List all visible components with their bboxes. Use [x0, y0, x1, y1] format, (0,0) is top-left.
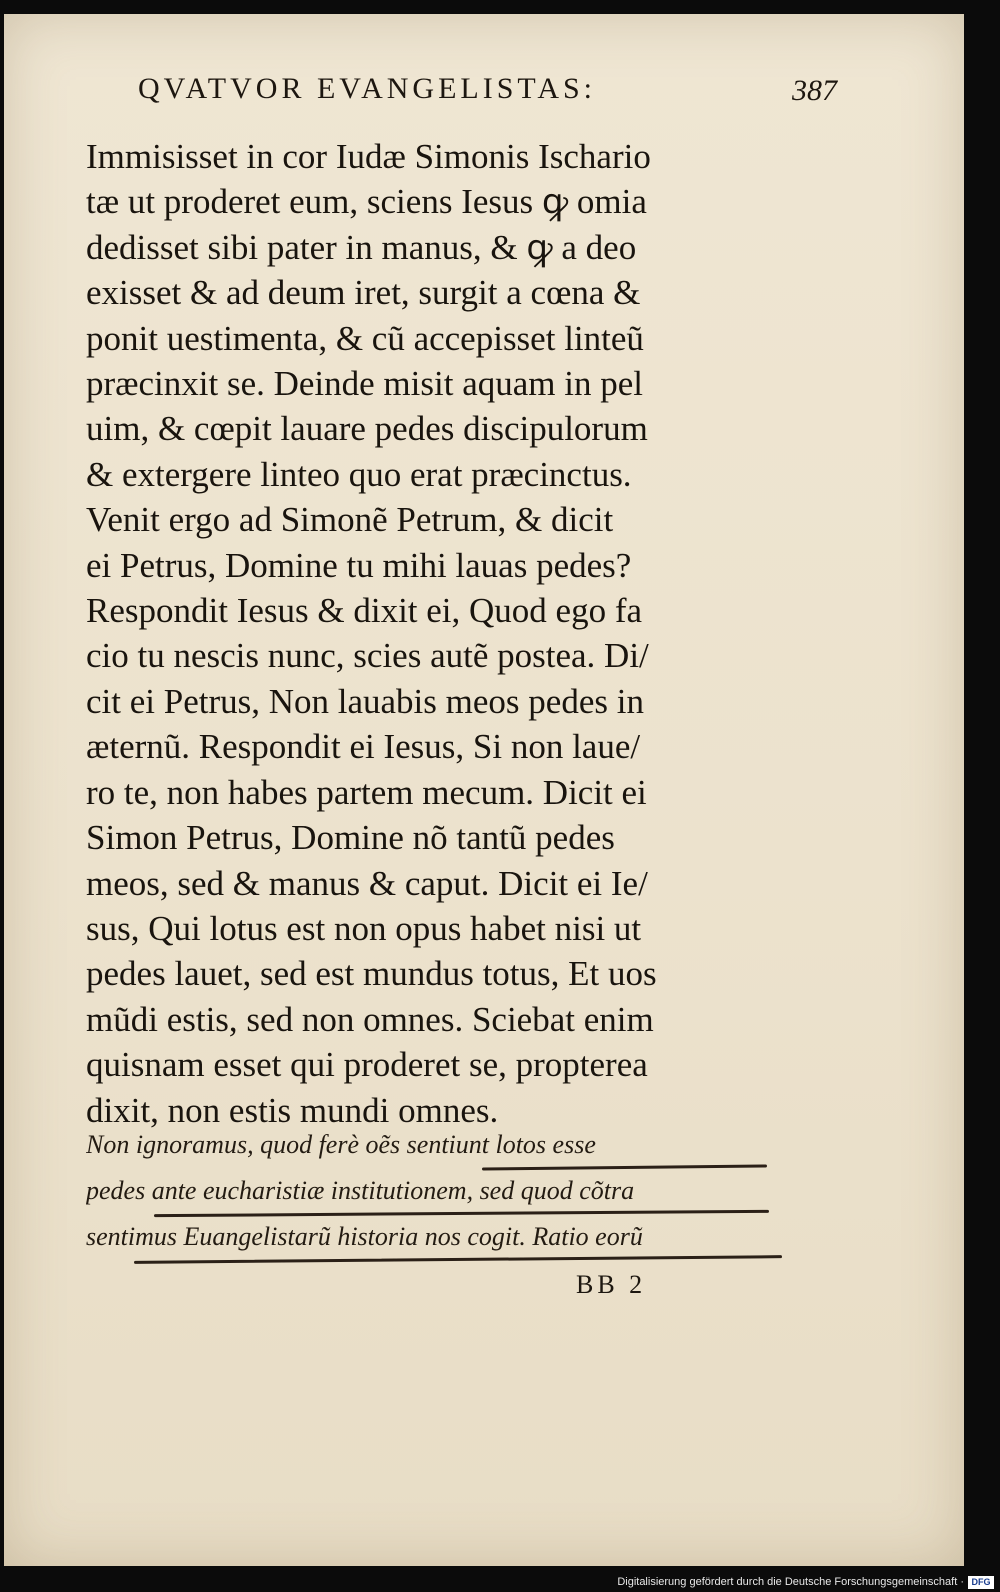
body-text — [86, 134, 776, 1133]
text-line: ei Petrus, Domine tu mihi lauas pedes? — [86, 545, 632, 585]
text-line: tæ ut proderet eum, sciens Iesus ꝙ omia — [86, 182, 647, 222]
annotation-line: pedes ante eucharistiæ institutionem, sed quod cõtra — [86, 1176, 635, 1205]
text-line: cit ei Petrus, Non lauabis meos pedes in — [86, 681, 644, 721]
text-line: ro te, non habes partem mecum. Dicit ei — [86, 772, 647, 812]
text-line: pedes lauet, sed est mundus totus, Et uos — [86, 954, 657, 994]
marginal-annotation — [86, 1122, 776, 1260]
text-line: mũdi estis, sed non omnes. Sciebat enim — [86, 999, 654, 1039]
running-head: QVATVOR EVANGELISTAS: — [138, 72, 597, 105]
text-line: Immisisset in cor Iudæ Simonis Ischario — [86, 137, 651, 176]
text-line: cio tu nescis nunc, scies autẽ postea. Di/ — [86, 636, 649, 676]
dfg-logo-icon: DFG — [968, 1576, 994, 1589]
text-line: præcinxit se. Deinde misit aquam in pel — [86, 364, 643, 404]
text-line: meos, sed & manus & caput. Dicit ei Ie/ — [86, 863, 648, 903]
text-line: uim, & cœpit lauare pedes discipulorum — [86, 409, 648, 449]
text-line: exisset & ad deum iret, surgit a cœna & — [86, 273, 641, 313]
annotation-line: Non ignoramus, quod ferè oẽs sentiunt lotos esse — [86, 1130, 596, 1159]
text-line: quisnam esset qui proderet se, propterea — [86, 1045, 648, 1085]
text-line: & extergere linteo quo erat præcinctus. — [86, 454, 632, 494]
text-line: ponit uestimenta, & cũ accepisset linteũ — [86, 318, 644, 358]
text-line: Simon Petrus, Domine nõ tantũ pedes — [86, 818, 615, 858]
text-line: Respondit Iesus & dixit ei, Quod ego fa — [86, 591, 643, 631]
digitization-credit: Digitalisierung gefördert durch die Deutsche Forschungsgemeinschaft · — [617, 1576, 964, 1588]
text-line: dixit, non estis mundi omnes. — [86, 1090, 499, 1130]
book-page — [4, 14, 964, 1566]
text-line: sus, Qui lotus est non opus habet nisi ut — [86, 908, 642, 948]
signature-mark: BB 2 — [576, 1270, 647, 1299]
text-line: æternũ. Respondit ei Iesus, Si non laue/ — [86, 727, 641, 767]
page-number: 387 — [792, 74, 837, 107]
text-line: Venit ergo ad Simonẽ Petrum, & dicit — [86, 500, 614, 540]
annotation-line: sentimus Euangelistarũ historia nos cogit. Ratio eorũ — [86, 1222, 643, 1251]
text-line: dedisset sibi pater in manus, & ꝙ a deo — [86, 227, 637, 267]
